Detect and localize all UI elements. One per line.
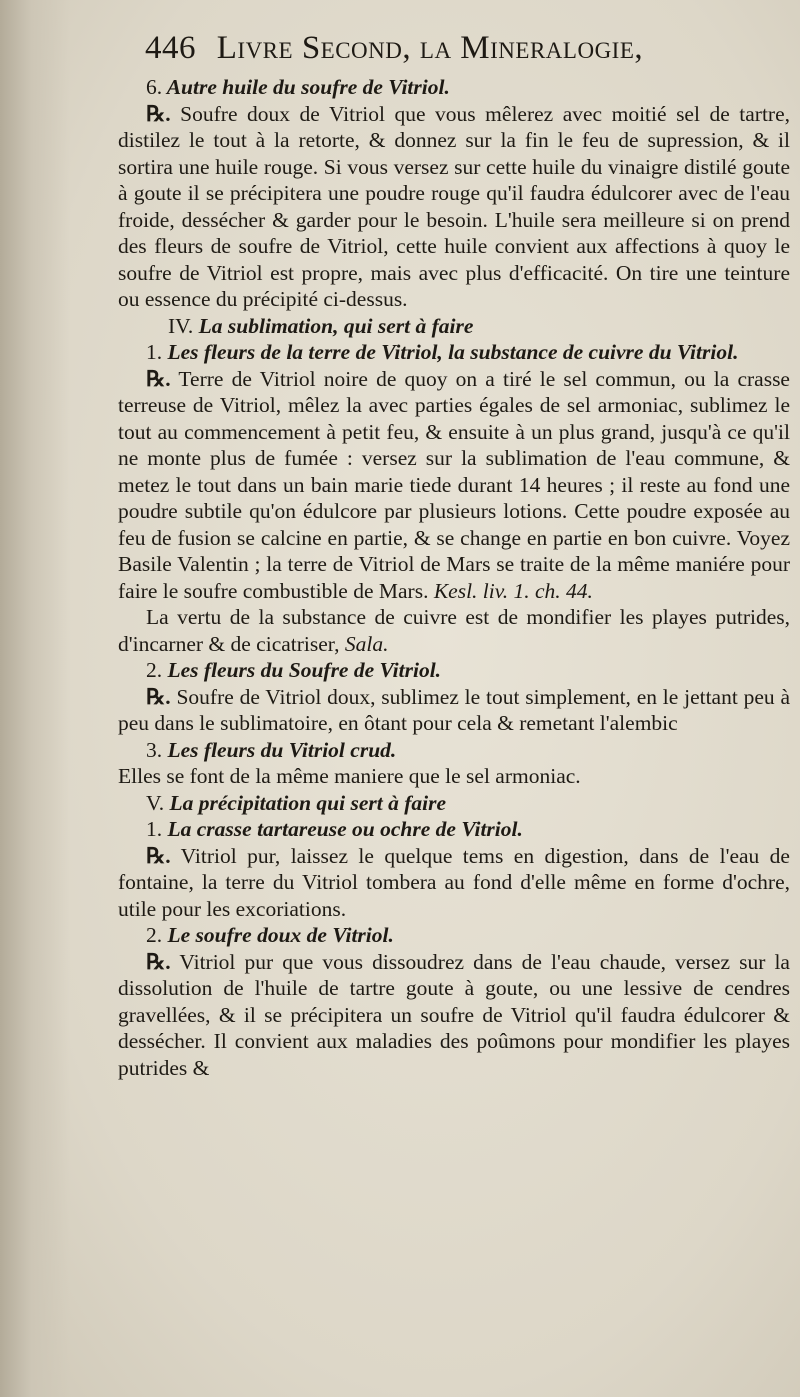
section-heading-sublimation: IV. La sublimation, qui sert à faire xyxy=(168,313,474,338)
body-text xyxy=(118,74,790,1081)
recipe-paragraph: ℞. Terre de Vitriol noire de quoy on a tiré le sel commun, ou la crasse terreuse de Vitriol, mêlez la avec parties égales de sel armoniac, sublimez le tout au commencement à petit feu, & ensuite à un plus grand, jusqu'à ce qu'il ne monte plus de fumée : versez sur la sublimation de l'eau commune, & metez le tout dans un bain marie tiede durant 14 heures ; il reste au fond une poudre subtile qu'on édulcore par plusieurs lotions. Cette poudre exposée au feu de fusion se calcine en partie, & se change en partie en bon cuivre. Voyez Basile Valentin ; la terre de Vitriol de Mars se traite de la même maniére pour faire le soufre combustible de Mars. Kesl. liv. 1. ch. 44. xyxy=(118,366,790,603)
recipe-paragraph: ℞. Soufre doux de Vitriol que vous mêlerez avec moitié sel de tartre, distilez le tout à la retorte, & donnez sur la fin le feu de supression, & il sortira une huile rouge. Si vous versez sur cette huile du vinaigre distilé goute à goute il se précipitera une poudre rouge qu'il faudra édulcorer avec de l'eau froide, dessécher & garder pour le besoin. L'huile sera meilleure si on prend des fleurs de soufre de Vitriol, cette huile convient aux affections à quoy le soufre de Vitriol est propre, mais avec plus d'efficacité. On tire une teinture ou essence du précipité ci-dessus. xyxy=(118,101,790,311)
heading-crasse-tartareuse: 1. La crasse tartareuse ou ochre de Vitriol. xyxy=(146,817,523,841)
recipe-symbol: ℞. xyxy=(146,366,171,391)
heading-fleurs-vitriol-crud: 3. Les fleurs du Vitriol crud. xyxy=(146,737,397,762)
page-number: 446 xyxy=(145,30,196,66)
page-gutter-shadow xyxy=(0,0,70,1397)
heading-autre-huile: 6. Autre huile du soufre de Vitriol. xyxy=(146,75,450,99)
recipe-paragraph: ℞. Soufre de Vitriol doux, sublimez le tout simplement, en le jettant peu à peu dans le sublimatoire, en ôtant pour cela & remetant l'alembic xyxy=(118,684,790,735)
recipe-paragraph: ℞. Vitriol pur que vous dissoudrez dans de l'eau chaude, versez sur la dissolution de l'huile de tartre goute à goute, ou une lessive de cendres gravellées, & il se précipitera un soufre de Vitriol qu'il faudra édulcorer & dessécher. Il convient aux maladies des poûmons pour mondifier les playes putrides & xyxy=(118,949,790,1080)
virtue-paragraph: La vertu de la substance de cuivre est de mondifier les playes putrides, d'incarner & de cicatriser, Sala. xyxy=(118,605,790,656)
running-head xyxy=(145,30,785,67)
running-title: Livre Second, la Mineralogie, xyxy=(216,30,644,66)
recipe-symbol: ℞. xyxy=(146,843,171,868)
citation: Kesl. liv. 1. ch. 44. xyxy=(433,578,593,603)
note-paragraph: Elles se font de la même maniere que le sel armoniac. xyxy=(118,764,581,788)
heading-fleurs-soufre: 2. Les fleurs du Soufre de Vitriol. xyxy=(146,658,442,682)
heading-fleurs-terre: 1. Les fleurs de la terre de Vitriol, la substance de cuivre du Vitriol. xyxy=(146,340,739,364)
recipe-symbol: ℞. xyxy=(146,949,171,974)
recipe-symbol: ℞. xyxy=(146,684,171,709)
heading-soufre-doux: 2. Le soufre doux de Vitriol. xyxy=(146,923,394,947)
recipe-symbol: ℞. xyxy=(146,101,171,126)
recipe-paragraph: ℞. Vitriol pur, laissez le quelque tems en digestion, dans de l'eau de fontaine, la terre du Vitriol tombera au fond d'elle même en forme d'ochre, utile pour les excoriations. xyxy=(118,843,790,921)
section-heading-precipitation: V. La précipitation qui sert à faire xyxy=(146,790,447,815)
citation: Sala. xyxy=(344,631,389,656)
